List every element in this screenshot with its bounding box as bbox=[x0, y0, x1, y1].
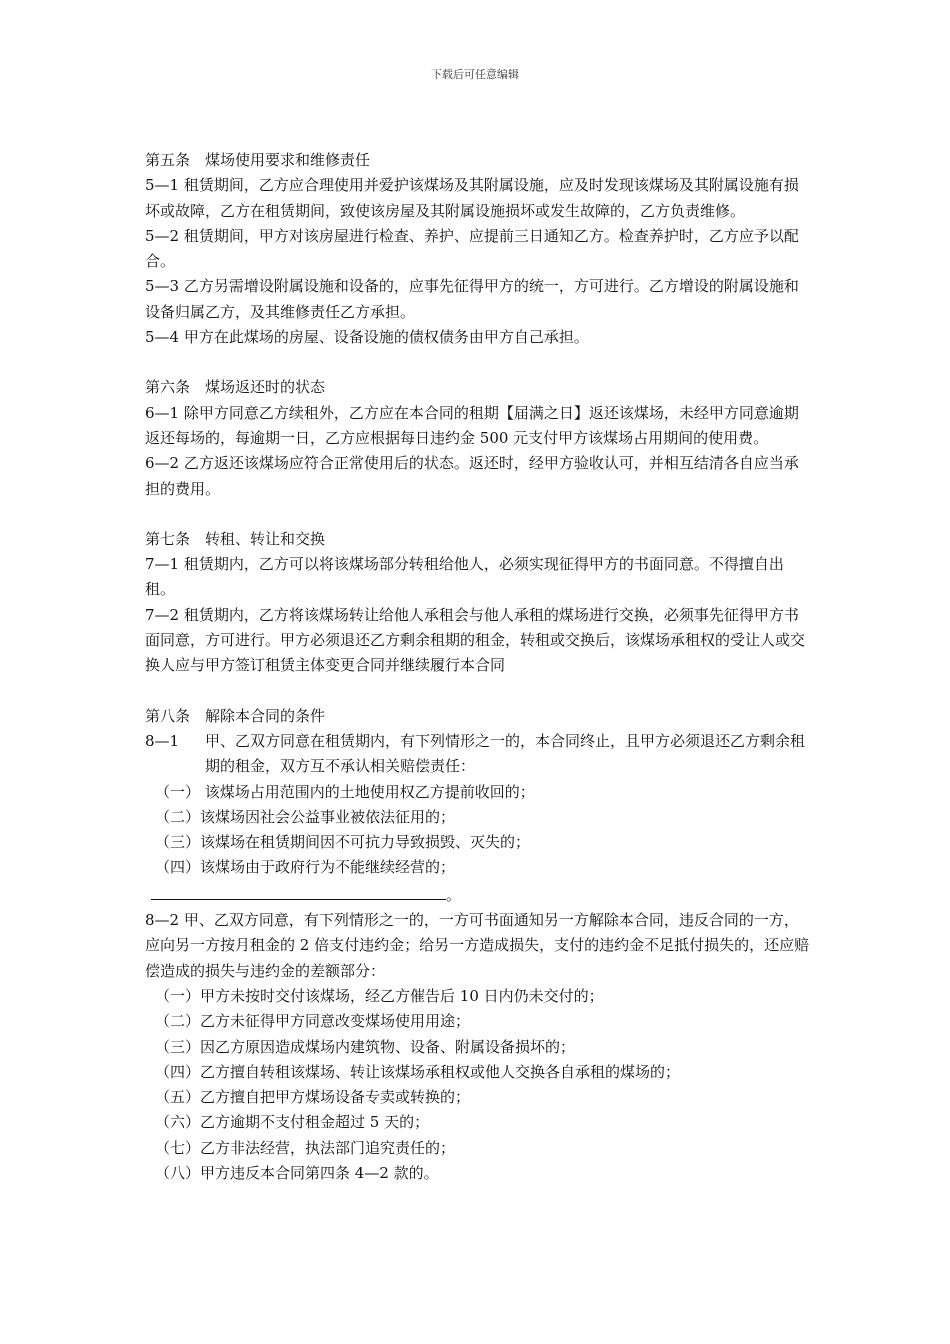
section-7-title: 第七条 转租、转让和交换 bbox=[145, 529, 326, 548]
list-item: （三）该煤场在租赁期间因不可抗力导致损毁、灭失的； bbox=[155, 833, 531, 852]
spacer bbox=[145, 502, 810, 527]
clause-6-1: 6—1 除甲方同意乙方续租外，乙方应在本合同的租期【届满之日】返还该煤场，未经甲方同意逾期返还每场的，每逾期一日，乙方应根据每日违约金 500 元支付甲方该煤场占用期间的使用费。 bbox=[145, 403, 799, 447]
clause-5-4: 5—4 甲方在此煤场的房屋、设备设施的债权债务由甲方自己承担。 bbox=[145, 328, 589, 347]
section-8-title: 第八条 解除本合同的条件 bbox=[145, 706, 326, 725]
clause-number: 8—1 bbox=[145, 731, 180, 750]
list-item: （一）甲方未按时交付该煤场，经乙方催告后 10 日内仍未交付的； bbox=[155, 986, 604, 1005]
list-item: （六）乙方逾期不支付租金超过 5 天的； bbox=[155, 1113, 430, 1132]
page-header: 下载后可任意编辑 bbox=[431, 68, 519, 81]
clause-6-2: 6—2 乙方返还该煤场应符合正常使用后的状态。返还时，经甲方验收认可，并相互结清各自应当承担的费用。 bbox=[145, 454, 799, 498]
fill-in-blank bbox=[145, 881, 810, 908]
list-item: （八）甲方违反本合同第四条 4—2 款的。 bbox=[155, 1163, 439, 1182]
clause-8-2: 8—2 甲、乙双方同意，有下列情形之一的，一方可书面通知另一方解除本合同，违反合同的一方，应向另一方按月租金的 2 倍支付违约金；给另一方造成损失，支付的违约金不足抵付损失的，还应赔偿造成的损失与违约金的差额部分： bbox=[145, 911, 810, 980]
list-item: （二）该煤场因社会公益事业被依法征用的； bbox=[155, 807, 456, 826]
clause-5-1: 5—1 租赁期间，乙方应合理使用并爱护该煤场及其附属设施，应及时发现该煤场及其附属设施有损坏或故障，乙方在租赁期间，致使该房屋及其附属设施损坏或发生故障的，乙方负责维修。 bbox=[145, 176, 799, 220]
list-item: （二）乙方未征得甲方同意改变煤场使用用途； bbox=[155, 1012, 471, 1031]
clause-8-1 bbox=[145, 729, 810, 780]
clause-5-3: 5—3 乙方另需增设附属设施和设备的，应事先征得甲方的统一，方可进行。乙方增设的附属设施和设备归属乙方，及其维修责任乙方承担。 bbox=[145, 277, 799, 321]
spacer bbox=[145, 679, 810, 704]
section-5-title: 第五条 煤场使用要求和维修责任 bbox=[145, 151, 371, 169]
spacer bbox=[145, 350, 810, 375]
section-6-title: 第六条 煤场返还时的状态 bbox=[145, 378, 326, 397]
list-item: （三）因乙方原因造成煤场内建筑物、设备、附属设备损坏的； bbox=[155, 1037, 576, 1056]
list-item: （七）乙方非法经营，执法部门追究责任的； bbox=[155, 1138, 456, 1157]
clause-5-2: 5—2 租赁期间，甲方对该房屋进行检查、养护、应提前三日通知乙方。检查养护时，乙方应予以配合。 bbox=[145, 226, 799, 271]
clause-7-1: 7—1 租赁期内，乙方可以将该煤场部分转租给他人，必须实现征得甲方的书面同意。不得擅自出租。 bbox=[145, 555, 784, 599]
document-body bbox=[145, 148, 810, 1186]
list-item: （四）该煤场由于政府行为不能继续经营的； bbox=[155, 858, 456, 877]
list-item: （四）乙方擅自转租该煤场、转让该煤场承租权或他人交换各自承租的煤场的； bbox=[155, 1062, 681, 1081]
list-item: （一） 该煤场占用范围内的土地使用权乙方提前收回的； bbox=[155, 782, 535, 801]
blank-end: 。 bbox=[446, 885, 462, 904]
blank-line bbox=[151, 881, 446, 900]
list-item: （五）乙方擅自把甲方煤场设备专卖或转换的； bbox=[155, 1088, 471, 1107]
clause-text: 甲、乙双方同意在租赁期内，有下列情形之一的，本合同终止，且甲方必须退还乙方剩余租期的租金，双方互不承认相关赔偿责任： bbox=[205, 731, 806, 776]
clause-7-2: 7—2 租赁期内，乙方将该煤场转让给他人承租会与他人承租的煤场进行交换，必须事先征得甲方书面同意，方可进行。甲方必须退还乙方剩余租期的租金，转租或交换后，该煤场承租权的受让人或交换人应与甲方签订租赁主体变更合同并继续履行本合同 bbox=[145, 605, 806, 675]
